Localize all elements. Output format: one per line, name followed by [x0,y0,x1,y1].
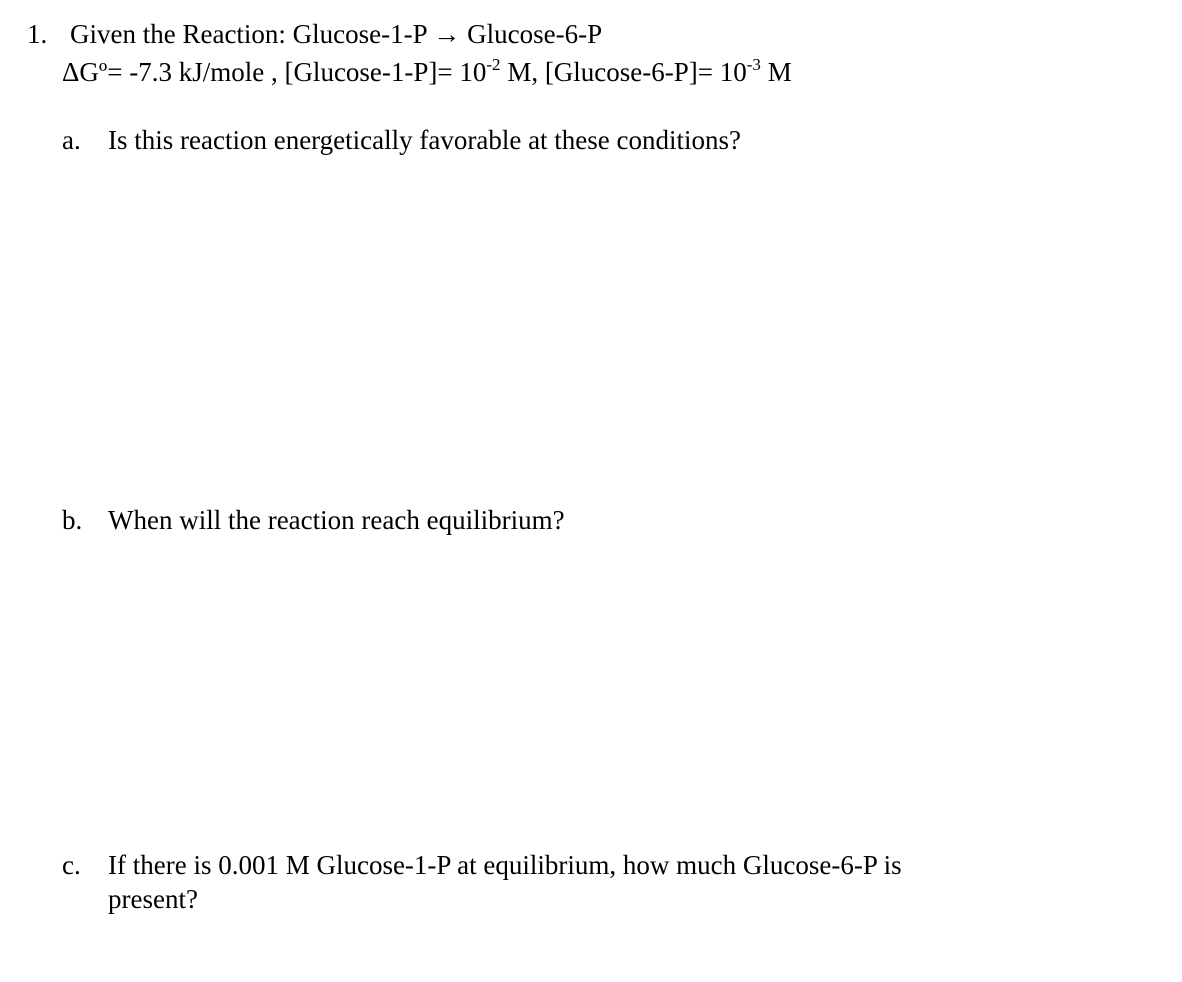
part-b-letter: b. [62,505,83,535]
concentration-unit: M [760,57,792,87]
question-title: Given the Reaction: Glucose-1-P → Glucose-6-P [70,19,603,49]
part-c-text-line-1: If there is 0.001 M Glucose-1-P at equilibrium, how much Glucose-6-P is [108,850,902,880]
part-a-letter: a. [62,125,81,155]
part-a-text: Is this reaction energetically favorable at these conditions? [108,125,742,155]
delta-g-and-g1p-concentration: ΔGº= -7.3 kJ/mole , [Glucose-1-P]= 10 [62,57,487,87]
g1p-exponent: -2 [486,55,501,74]
g6p-concentration: M, [Glucose-6-P]= 10 [500,57,747,87]
g6p-exponent: -3 [746,55,761,74]
reaction-conditions [62,55,792,87]
part-c-text-line-2: present? [108,884,198,914]
part-c-letter: c. [62,850,81,880]
question-number: 1. [27,19,48,49]
part-b-text: When will the reaction reach equilibrium? [108,505,565,535]
